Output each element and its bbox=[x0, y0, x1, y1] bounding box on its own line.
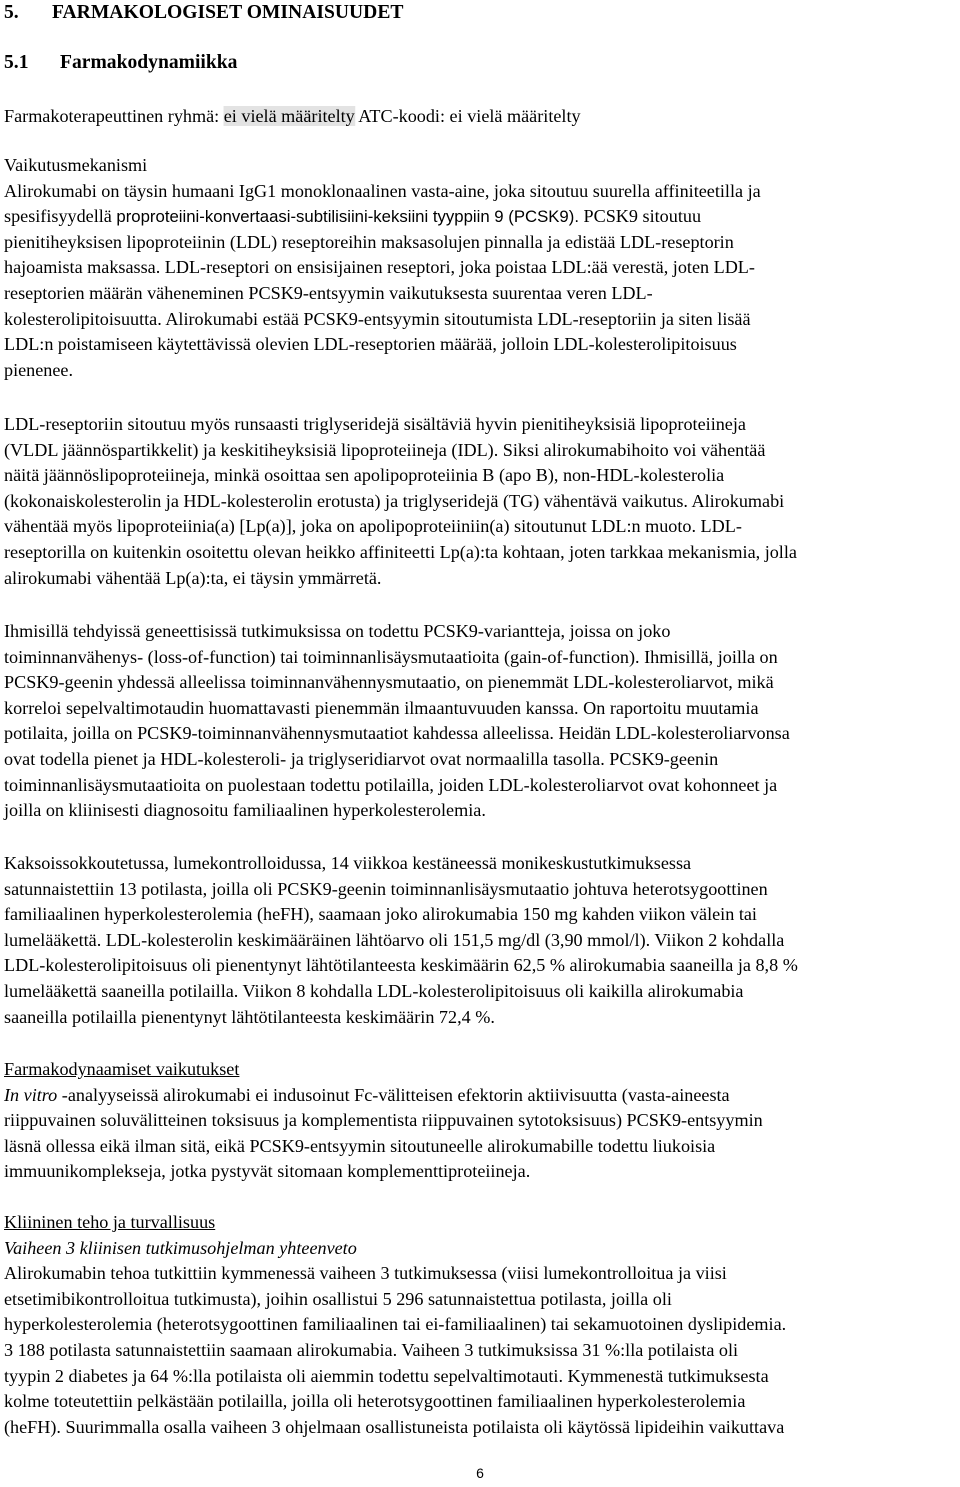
text-line: reseptorilla on kuitenkin osoitettu olevan heikko affiniteetti Lp(a):ta kohtaan, joten tarkkaa mekanismia, jolla bbox=[4, 541, 797, 562]
text-line: Kaksoissokkoutetussa, lumekontrolloidussa, 14 viikkoa kestäneessä monikeskustutkimuksessa bbox=[4, 853, 692, 873]
text-line: satunnaistettiin 13 potilasta, joilla oli PCSK9-geenin toiminnanlisäysmutaatio johtuva heterotsygoottinen bbox=[4, 878, 768, 899]
subsection-number: 5.1 bbox=[4, 52, 29, 73]
text-line: LDL:n poistamiseen käytettävissä olevien LDL-reseptorien määrää, jolloin LDL-kolesterolipitoisuus bbox=[4, 334, 737, 355]
text-line: saaneilla potilailla pienentynyt lähtötilanteesta keskimäärin 72,4 %. bbox=[4, 1006, 495, 1027]
text-line: toiminnanlisäysmutaatioita on puolestaan todettu potilailla, joiden LDL-kolesteroliarvot ovat kohonneet ja bbox=[4, 774, 778, 795]
atc-code-label: ATC-koodi: bbox=[354, 106, 450, 126]
text-line: toiminnanvähenys- (loss-of-function) tai toiminnanlisäysmutaatioita (gain-of-function). Ihmisillä, joilla on bbox=[4, 646, 778, 667]
page-number: 6 bbox=[476, 1465, 484, 1481]
in-vitro-term: In vitro bbox=[4, 1084, 58, 1105]
section-number: 5. bbox=[4, 2, 19, 23]
text-line: lumelääkettä saaneilla potilailla. Viikon 8 kohdalla LDL-kolesterolipitoisuus oli kaikilla alirokumabia bbox=[4, 980, 744, 1001]
text-line: näitä jäännöslipoproteiineja, minkä osoittaa sen apolipoproteiinia B (apo B), non-HDL-kolesterolia bbox=[4, 465, 725, 486]
section-title: FARMAKOLOGISET OMINAISUUDET bbox=[52, 2, 404, 23]
text-line: korreloi sepelvaltimotaudin huomattavasti pienemmän ilmaantuvuuden kanssa. On raportoitu muutamia bbox=[4, 697, 759, 718]
text-line: etsetimibikontrolloitua tutkimusta), joihin osallistui 5 296 satunnaistettua potilasta, joilla oli bbox=[4, 1288, 672, 1309]
text-line: familiaalinen hyperkolesterolemia (heFH), saamaan joko alirokumabia 150 mg kahden viikon välein tai bbox=[4, 904, 757, 925]
text-line: LDL-kolesterolipitoisuus oli pienentynyt lähtötilanteesta keskimäärin 62,5 % alirokumabia saaneilla ja 8,8 % bbox=[4, 955, 798, 976]
text-line: potilaita, joilla on PCSK9-toiminnanvähennysmutaatiot kahdessa alleelissa. Heidän LDL-kolesteroliarvonsa bbox=[4, 723, 790, 744]
text-line: LDL-reseptoriin sitoutuu myös runsaasti triglyseridejä sisältäviä hyvin pienitiheyksisiä lipoproteiineja bbox=[4, 414, 746, 434]
atc-line bbox=[4, 104, 956, 130]
ldl-receptor-paragraph bbox=[4, 412, 956, 591]
text-line: (kokonaiskolesterolin ja HDL-kolesterolin erotusta) ja triglyseridejä (TG) vähentävä vaikutus. Alirokumabi bbox=[4, 490, 785, 511]
text-line: hyperkolesterolemia (heterotsygoottinen familiaalinen tai ei-familiaalinen) tai sekamuotoinen dyslipidemia. bbox=[4, 1314, 787, 1335]
text-line: lumelääkettä. LDL-kolesterolin keskimääräinen lähtöarvo oli 151,5 mg/dl (3,90 mmol/l). Viikon 2 kohdalla bbox=[4, 929, 785, 950]
text-line: spesifisyydellä proproteiini-konvertaasi-subtilisiini-keksiini tyyppiin 9 (PCSK9). PCSK9 sitoutuu bbox=[4, 206, 702, 227]
section-heading bbox=[4, 0, 403, 26]
text-line: hajoamista maksassa. LDL-reseptori on ensisijainen reseptori, joka poistaa LDL:ää verestä, joten LDL- bbox=[4, 257, 755, 278]
mechanism-paragraph bbox=[4, 153, 956, 383]
clinical-efficacy-paragraph bbox=[4, 1210, 956, 1440]
text-line: PCSK9-geenin yhdessä alleelissa toiminnanvähennysmutaatio, on pienemmät LDL-kolesteroliarvot, mikä bbox=[4, 672, 774, 693]
text-line: 3 188 potilasta satunnaistettiin saamaan alirokumabia. Vaiheen 3 tutkimuksissa 31 %:lla potilaista oli bbox=[4, 1339, 739, 1360]
phase3-summary-subheading: Vaiheen 3 kliinisen tutkimusohjelman yhteenveto bbox=[4, 1237, 357, 1258]
text-line: In vitro -analyyseissä alirokumabi ei indusoinut Fc-välitteisen efektorin aktiivisuutta (vasta-aineesta bbox=[4, 1084, 730, 1105]
text-line: riippuvainen soluvälitteinen toksisuus ja komplementista riippuvainen sytotoksisuus) PCSK9-entsyymin bbox=[4, 1110, 763, 1131]
study-paragraph bbox=[4, 851, 956, 1030]
subsection-heading bbox=[4, 50, 237, 76]
text-line: immuunikomplekseja, jotka pystyvät sitomaan komplementtiproteiineja. bbox=[4, 1161, 531, 1182]
text-line: kolme toteutettiin pelkästään potilailla, joilla oli heterotsygoottinen familiaalinen hyperkolesterolemia bbox=[4, 1391, 746, 1412]
atc-group-value: ei vielä määritelty bbox=[223, 106, 355, 126]
text-line: ovat todella pienet ja HDL-kolesteroli- ja triglyseridiarvot ovat normaalilla tasolla. PCSK9-geenin bbox=[4, 748, 719, 769]
text-line: alirokumabi vähentää Lp(a):ta, ei täysin ymmärretä. bbox=[4, 567, 382, 588]
enzyme-name: proproteiini-konvertaasi-subtilisiini-keksiini tyyppiin 9 (PCSK9). bbox=[116, 207, 579, 227]
atc-group-label: Farmakoterapeuttinen ryhmä: bbox=[4, 106, 224, 126]
pharmacodynamic-effects-paragraph bbox=[4, 1057, 956, 1185]
clinical-efficacy-heading: Kliininen teho ja turvallisuus bbox=[4, 1212, 216, 1232]
text-line: Alirokumabin tehoa tutkittiin kymmenessä vaiheen 3 tutkimuksessa (viisi lumekontrolloitua ja viisi bbox=[4, 1263, 727, 1284]
text-line: joilla on kliinisesti diagnosoitu familiaalinen hyperkolesterolemia. bbox=[4, 800, 486, 821]
text-line: Ihmisillä tehdyissä geneettisissä tutkimuksissa on todettu PCSK9-variantteja, joissa on joko bbox=[4, 621, 671, 641]
text-line: läsnä ollessa eikä ilman sitä, eikä PCSK9-entsyymin sitoutuneelle alirokumabille todettu liukoisia bbox=[4, 1135, 716, 1156]
text-line: kolesterolipitoisuutta. Alirokumabi estää PCSK9-entsyymin sitoutumista LDL-reseptoriin ja siten lisää bbox=[4, 308, 751, 329]
text-line: tyypin 2 diabetes ja 64 %:lla potilaista oli aiemmin todettu sepelvaltimotauti. Kymmenestä tutkimuksesta bbox=[4, 1365, 769, 1386]
text-line: (heFH). Suurimmalla osalla vaiheen 3 ohjelmaan osallistuneista potilaista oli käytössä lipideihin vaikuttava bbox=[4, 1416, 785, 1437]
text-line: pienenee. bbox=[4, 359, 74, 380]
text-line: pienitiheyksisen lipoproteiinin (LDL) reseptoreihin maksasolujen pinnalla ja edistää LDL-reseptorin bbox=[4, 231, 734, 252]
atc-code-value: ei vielä määritelty bbox=[449, 106, 581, 126]
text-line: (VLDL jäännöspartikkelit) ja keskitiheyksisiä lipoproteiineja (IDL). Siksi alirokumabihoito voi vähentää bbox=[4, 439, 766, 460]
text-line: reseptorien määrän väheneminen PCSK9-entsyymin vaikutuksesta suurentaa veren LDL- bbox=[4, 282, 653, 303]
pharmacodynamic-effects-heading: Farmakodynaamiset vaikutukset bbox=[4, 1059, 240, 1079]
text-line: vähentää myös lipoproteiinia(a) [Lp(a)], joka on apolipoproteiiniin(a) sitoutunut LDL:n muoto. LDL- bbox=[4, 516, 742, 537]
mechanism-heading: Vaikutusmekanismi bbox=[4, 155, 148, 175]
subsection-title: Farmakodynamiikka bbox=[60, 52, 238, 73]
text-line: Alirokumabi on täysin humaani IgG1 monoklonaalinen vasta-aine, joka sitoutuu suurella affiniteetilla ja bbox=[4, 180, 761, 201]
genetics-paragraph bbox=[4, 619, 956, 824]
